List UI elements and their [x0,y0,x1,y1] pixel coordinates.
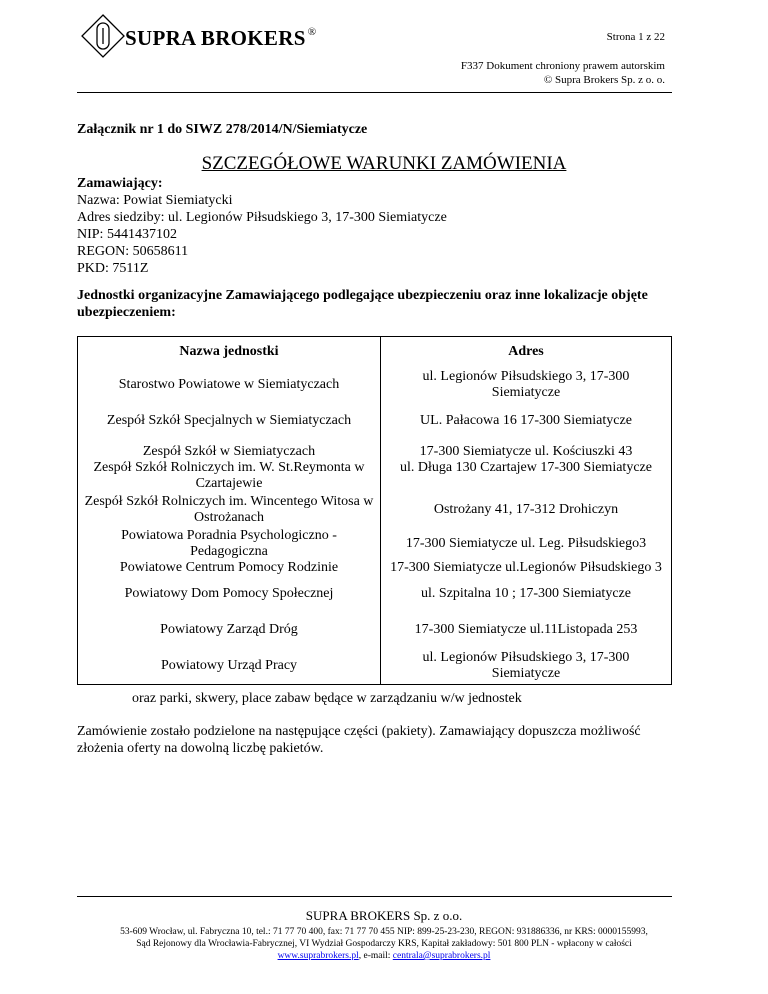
table-row [78,612,672,648]
unit-name: Powiatowe Centrum Pomocy Rodzinie [78,560,381,576]
footer-details [0,926,768,962]
footer-contact: www.suprabrokers.pl, e-mail: centrala@suprabrokers.pl [277,951,491,961]
after-table-note: oraz parki, skwery, place zabaw będące w zarządzaniu w/w jednostek [132,691,522,706]
website-link[interactable]: www.suprabrokers.pl [277,951,359,961]
footer-company: SUPRA BROKERS Sp. z o.o. [305,908,463,923]
unit-name: Zespół Szkół Rolniczych im. Wincentego Witosa w Ostrożanach [78,492,381,528]
table-row [78,528,672,560]
table-row [78,560,672,576]
table-row [78,648,672,684]
column-header-address: Adres [381,337,672,368]
buyer-regon: REGON: 50658611 [77,244,189,259]
table-row [78,403,672,439]
footer-divider [77,896,672,897]
unit-address: 17-300 Siemiatycze ul. Leg. Piłsudskiego3 [381,528,672,560]
units-table [77,336,672,685]
units-heading: Jednostki organizacyjne Zamawiającego podlegające ubezpieczeniu oraz inne lokalizacje objęte ubezpieczeniem: [77,288,648,320]
unit-address: 17-300 Siemiatycze ul.Legionów Piłsudskiego 3 [381,560,672,576]
unit-name: Zespół Szkół w Siemiatyczach [78,444,381,460]
email-link[interactable]: centrala@suprabrokers.pl [392,951,491,961]
document-title: SZCZEGÓŁOWE WARUNKI ZAMÓWIENIA [201,153,567,174]
buyer-label: Zamawiający: [77,176,163,191]
unit-name: Powiatowy Urząd Pracy [78,648,381,684]
column-header-name: Nazwa jednostki [78,337,381,368]
table-row [78,576,672,612]
unit-address: ul. Legionów Piłsudskiego 3, 17-300 Siemiatycze [381,648,672,684]
unit-name: Starostwo Powiatowe w Siemiatyczach [78,367,381,403]
buyer-name: Nazwa: Powiat Siemiatycki [77,193,233,208]
buyer-address: Adres siedziby: ul. Legionów Piłsudskiego 3, 17-300 Siemiatycze [77,210,447,225]
buyer-pkd: PKD: 7511Z [77,261,149,276]
unit-name: Powiatowy Zarząd Dróg [78,612,381,648]
header-copyright-note: F337 Dokument chroniony prawem autorskim © Supra Brokers Sp. z o. o. [460,60,665,86]
brand-name: SUPRA BROKERS ® [125,26,317,50]
unit-address: ul. Legionów Piłsudskiego 3, 17-300 Siemiatycze [381,367,672,403]
footer-line-2: Sąd Rejonowy dla Wrocławia-Fabrycznej, VI Wydział Gospodarczy KRS, Kapitał zakładowy: 501 800 PLN - wpłacony w całości [136,939,632,949]
header-divider [77,92,672,93]
page-indicator: Strona 1 z 22 [606,31,665,43]
buyer-info [77,175,447,277]
unit-address: Ostrożany 41, 17-312 Drohiczyn [381,492,672,528]
footer-line-1: 53-609 Wrocław, ul. Fabryczna 10, tel.: 71 77 70 400, fax: 71 77 70 455 NIP: 899-25-23-230, REGON: 931886336, nr KRS: 0000155993, [120,927,648,937]
attachment-title: Załącznik nr 1 do SIWZ 278/2014/N/Siemiatycze [77,122,368,137]
table-row [78,492,672,528]
parts-paragraph: Zamówienie zostało podzielone na następujące części (pakiety). Zamawiający dopuszcza możliwość złożenia oferty na dowolną liczbę pakietów. [77,724,641,756]
buyer-nip: NIP: 5441437102 [77,227,177,242]
unit-address: ul. Szpitalna 10 ; 17-300 Siemiatycze [381,576,672,612]
table-header-row [78,337,672,368]
table-row [78,367,672,403]
unit-address: 17-300 Siemiatycze ul.11Listopada 253 [381,612,672,648]
unit-name: Zespół Szkół Specjalnych w Siemiatyczach [78,403,381,439]
unit-name: Zespół Szkół Rolniczych im. W. St.Reymonta w Czartajewie [78,460,381,492]
table-row [78,444,672,460]
unit-name: Powiatowa Poradnia Psychologiczno - Pedagogiczna [78,528,381,560]
unit-address: UL. Pałacowa 16 17-300 Siemiatycze [381,403,672,439]
unit-name: Powiatowy Dom Pomocy Społecznej [78,576,381,612]
unit-address: 17-300 Siemiatycze ul. Kościuszki 43 ul. Długa 130 Czartajew 17-300 Siemiatycze [381,444,672,492]
company-logo-icon [81,14,125,58]
